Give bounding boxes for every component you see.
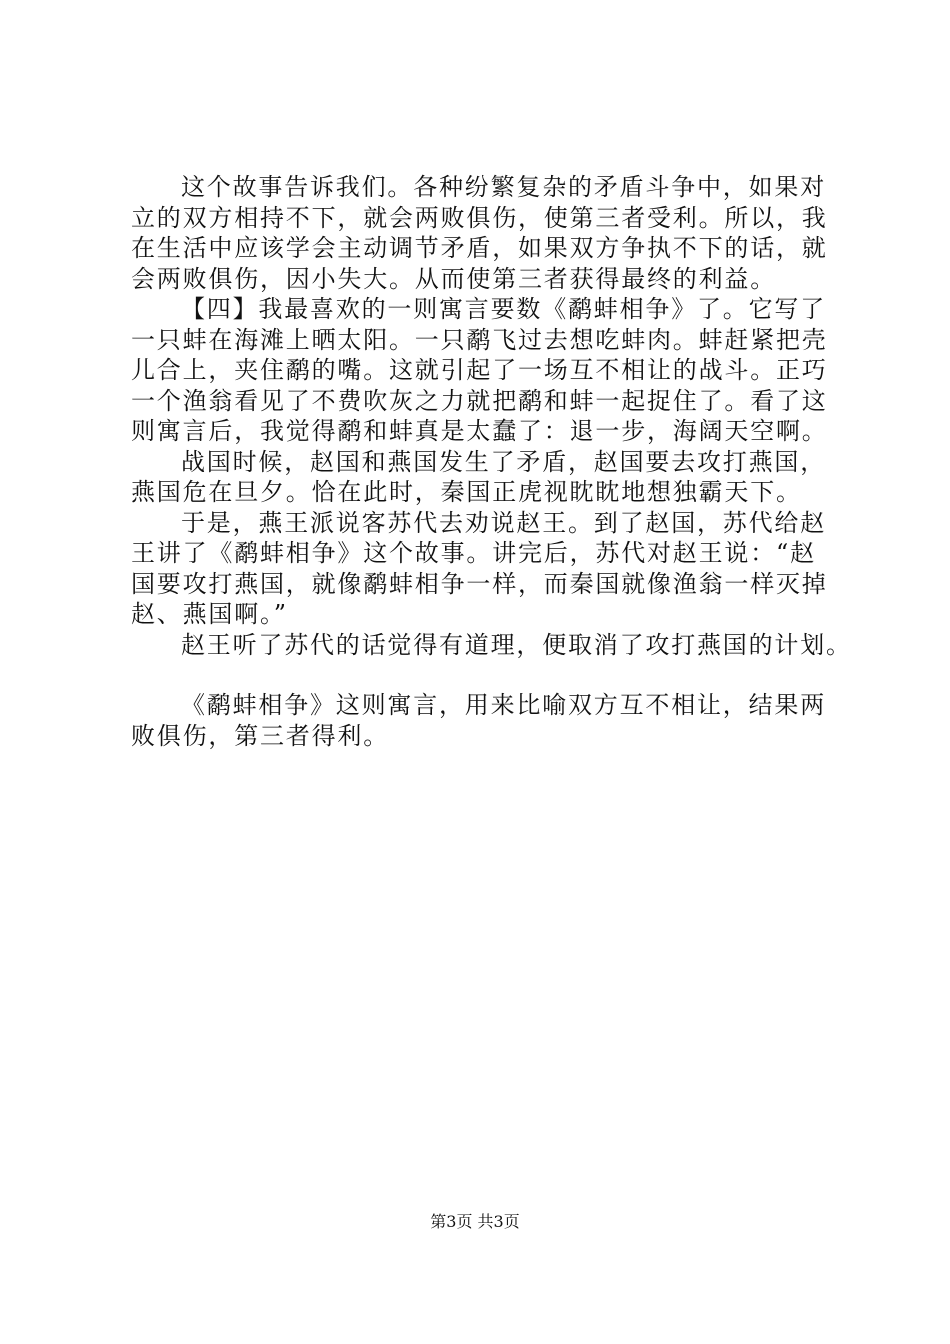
- paragraph-line: 赵王听了苏代的话觉得有道理，便取消了攻打燕国的计划。: [181, 630, 852, 659]
- paragraph-line: 这个故事告诉我们。各种纷繁复杂的矛盾斗争中，如果对: [181, 173, 826, 201]
- paragraph-line: 立的双方相持不下，就会两败俱伤，使第三者受利。所以，我: [131, 203, 828, 232]
- paragraph-line: 战国时候，赵国和燕国发生了矛盾，赵国要去攻打燕国，: [181, 447, 826, 476]
- paragraph-line: 《鹬蚌相争》这则寓言，用来比喻双方互不相让，结果两: [181, 691, 826, 719]
- paragraph-line: 会两败俱伤，因小失大。从而使第三者获得最终的利益。: [131, 264, 776, 293]
- paragraph-line: 一只蚌在海滩上晒太阳。一只鹬飞过去想吃蚌肉。蚌赶紧把壳: [131, 325, 828, 354]
- page-footer: 第3页 共3页: [430, 1212, 520, 1231]
- paragraph-line: 在生活中应该学会主动调节矛盾，如果双方争执不下的话，就: [131, 234, 828, 262]
- paragraph-line: 败俱伤，第三者得利。: [131, 721, 389, 750]
- paragraph-line: 燕国危在旦夕。恰在此时，秦国正虎视眈眈地想独霸天下。: [131, 478, 802, 506]
- paragraph-line: 儿合上，夹住鹬的嘴。这就引起了一场互不相让的战斗。正巧: [131, 356, 828, 384]
- paragraph-line: 国要攻打燕国，就像鹬蚌相争一样，而秦国就像渔翁一样灭掉: [131, 569, 828, 598]
- paragraph-line: 一个渔翁看见了不费吹灰之力就把鹬和蚌一起捉住了。看了这: [131, 386, 828, 415]
- paragraph-line: 于是，燕王派说客苏代去劝说赵王。到了赵国，苏代给赵: [181, 508, 826, 537]
- paragraph-line: 【四】我最喜欢的一则寓言要数《鹬蚌相争》了。它写了: [181, 295, 826, 323]
- paragraph-gap: [131, 660, 831, 690]
- document-body: [131, 172, 852, 751]
- paragraph-line: 则寓言后，我觉得鹬和蚌真是太蠢了：退一步，海阔天空啊。: [131, 417, 828, 445]
- paragraph-line: 赵、燕国啊。”: [131, 600, 288, 628]
- paragraph-line: 王讲了《鹬蚌相争》这个故事。讲完后，苏代对赵王说：“赵: [131, 539, 816, 567]
